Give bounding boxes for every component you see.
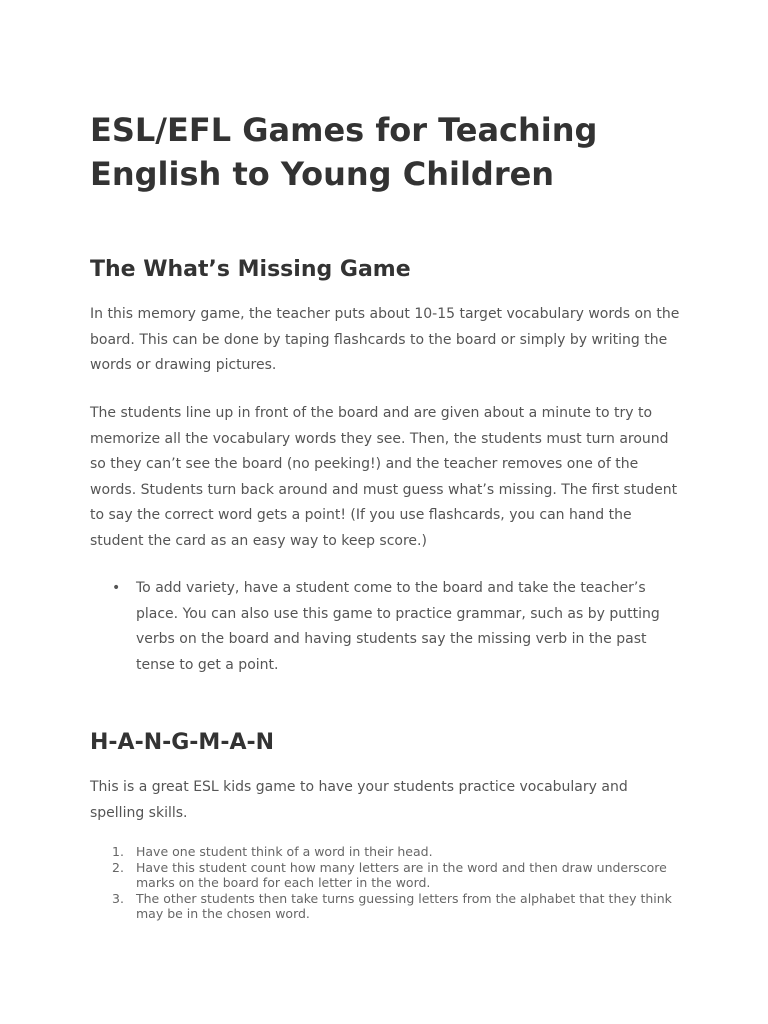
- section-heading-whats-missing: The What’s Missing Game: [90, 257, 411, 282]
- page-title: ESL/EFL Games for Teaching English to Young Children: [90, 111, 598, 193]
- step-text: Have one student think of a word in their head.: [136, 844, 433, 859]
- paragraph-hangman-intro: This is a great ESL kids game to have your students practice vocabulary and spelling skills.: [90, 779, 628, 821]
- variation-list: [90, 576, 680, 678]
- list-item: [90, 891, 680, 922]
- list-item-text: To add variety, have a student come to the board and take the teacher’s place. You can also use this game to practice grammar, such as by putting verbs on the board and having students say the missing verb in the past tense to get a point.: [136, 580, 660, 673]
- list-item: [90, 860, 680, 891]
- paragraph-rules: The students line up in front of the board and are given about a minute to try to memorize all the vocabulary words they see. Then, the students must turn around so they can’t see the board (no peeking!) and the teacher removes one of the words. Students turn back around and must guess what’s missing. The first student to say the correct word gets a point! (If you use flashcards, you can hand the student the card as an easy way to keep score.): [90, 405, 678, 549]
- step-number: 3.: [112, 890, 124, 906]
- step-number: 2.: [112, 859, 124, 875]
- bullet-marker: •: [112, 580, 121, 596]
- step-text: The other students then take turns guessing letters from the alphabet that they think may be in the chosen word.: [136, 890, 672, 921]
- step-number: 1.: [112, 844, 124, 859]
- paragraph-intro: In this memory game, the teacher puts about 10-15 target vocabulary words on the board. This can be done by taping flashcards to the board or simply by writing the words or drawing pictures.: [90, 306, 680, 373]
- list-item: [90, 844, 680, 860]
- list-item: [90, 576, 680, 678]
- section-heading-hangman: H-A-N-G-M-A-N: [90, 730, 275, 755]
- step-text: Have this student count how many letters are in the word and then draw underscore marks on the board for each letter in the word.: [136, 859, 667, 890]
- hangman-steps-list: [90, 844, 680, 922]
